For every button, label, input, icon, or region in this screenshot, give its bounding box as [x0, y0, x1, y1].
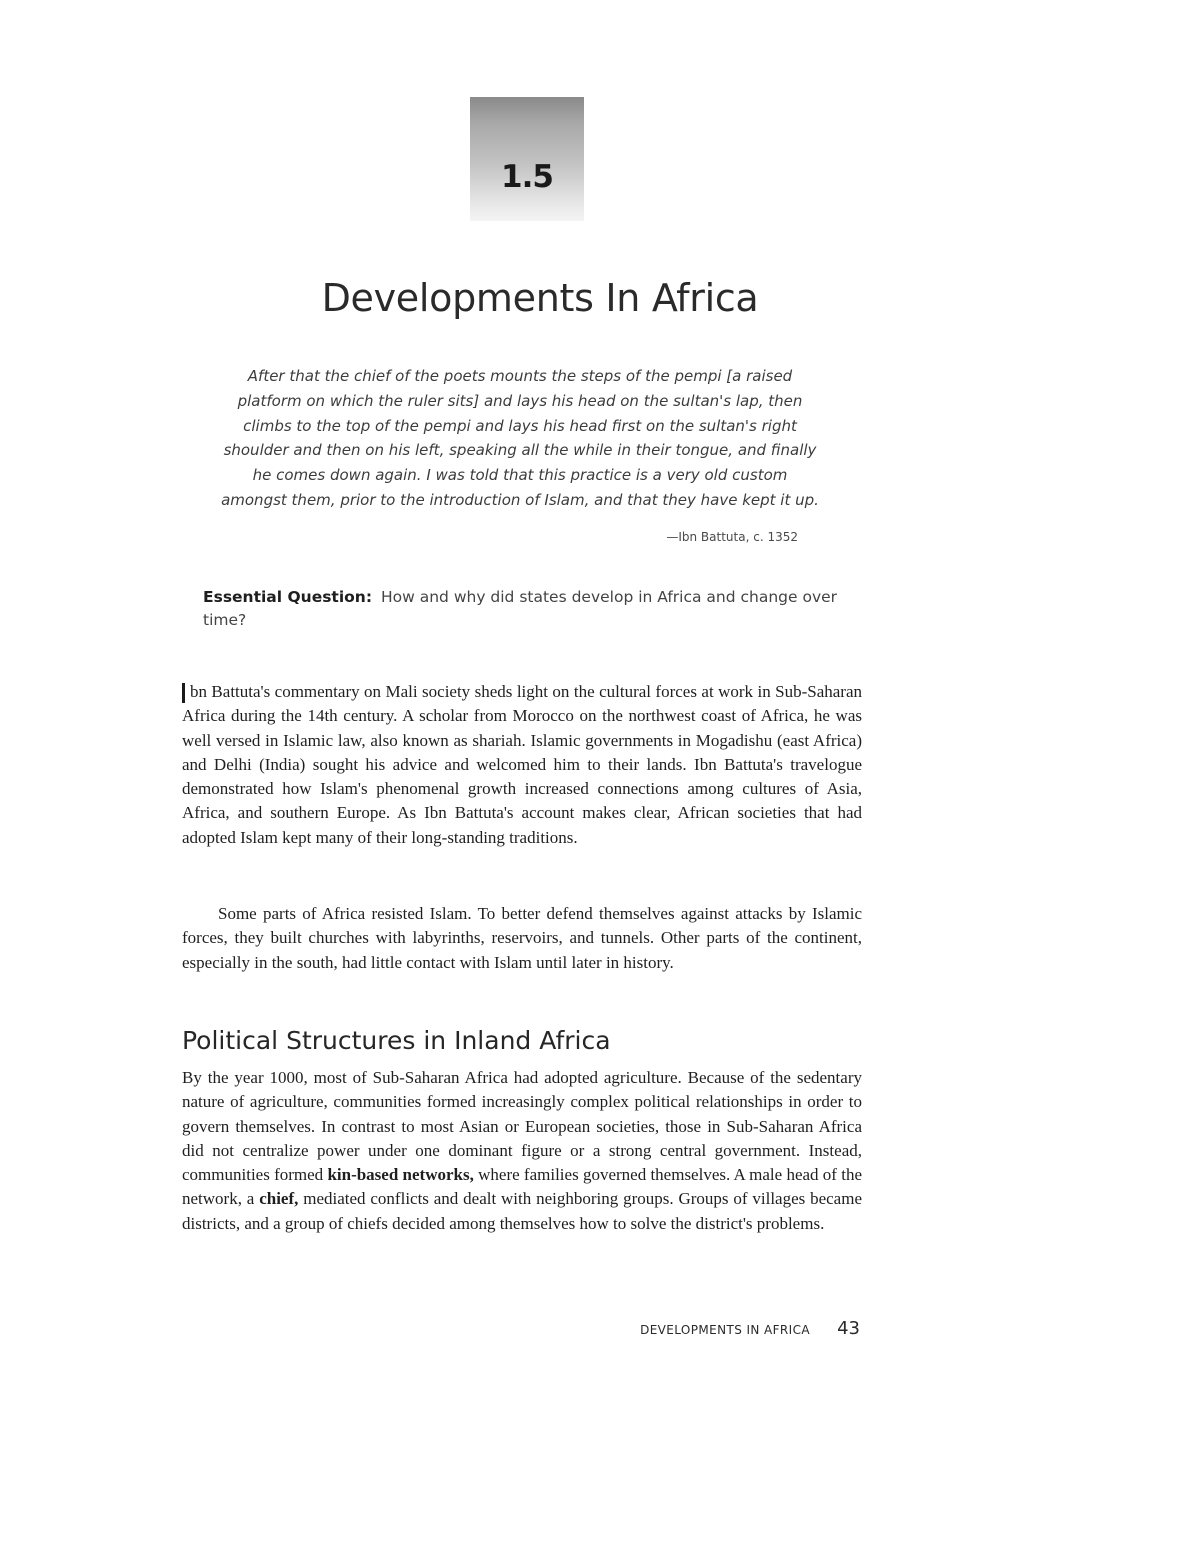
drop-cap	[182, 683, 185, 703]
running-head: DEVELOPMENTS IN AFRICA	[640, 1323, 810, 1337]
paragraph-text: mediated conflicts and dealt with neighboring groups. Groups of villages became districts, and a group of chiefs decided among themselves how to solve the district's problems.	[182, 1189, 862, 1233]
paragraph-resistance: Some parts of Africa resisted Islam. To better defend themselves against attacks by Islamic forces, they built churches with labyrinths, reservoirs, and tunnels. Other parts of the continent, especially in the south, had little contact with Islam until later in history.	[182, 904, 862, 972]
epigraph-line: After that the chief of the poets mounts the steps of the pempi [a raised	[247, 367, 793, 385]
key-term-kin-based-networks: kin-based networks,	[327, 1165, 474, 1185]
section-heading: Political Structures in Inland Africa	[182, 1026, 611, 1055]
essential-question	[203, 586, 863, 632]
essential-question-text: How and why did states develop in Africa and change over time?	[203, 588, 838, 629]
essential-question-label: Essential Question:	[203, 588, 373, 606]
paragraph-intro-text: bn Battuta's commentary on Mali society sheds light on the cultural forces at work in Sub-Saharan Africa during the 14th century. A scholar from Morocco on the northwest coast of Africa, he was well versed in Islamic law, also known as shariah. Islamic governments in Mogadishu (east Africa) and Delhi (India) sought his advice and welcomed him to their lands. Ibn Battuta's travelogue demonstrated how Islam's phenomenal growth increased connections among cultures of Asia, Africa, and southern Europe. As Ibn Battuta's account makes clear, African societies that had adopted Islam kept many of their long-standing traditions.	[182, 682, 862, 847]
paragraph-text: where families governed themselves. A male head of the network, a	[182, 1165, 862, 1209]
paragraph-text: By the year 1000, most of Sub-Saharan Africa had adopted agriculture. Because of the sedentary nature of agriculture, communities formed increasingly complex political relationships in order to govern themselves. In contrast to most Asian or European societies, those in Sub-Saharan Africa did not centralize power under one dominant figure or a strong central government. Instead, communities formed	[182, 1068, 862, 1185]
epigraph-line: climbs to the top of the pempi and lays his head first on the sultan's right	[243, 416, 797, 435]
epigraph-attribution: —Ibn Battuta, c. 1352	[666, 530, 798, 544]
paragraph-political	[182, 1066, 862, 1236]
section-badge	[470, 97, 584, 221]
key-term-chief: chief,	[259, 1189, 299, 1209]
epigraph-line: he comes down again. I was told that this practice is a very old custom	[252, 466, 788, 485]
paragraph-intro	[182, 680, 862, 850]
page-number: 43	[837, 1318, 860, 1339]
epigraph-line: shoulder and then on his left, speaking all the while in their tongue, and finally	[223, 441, 817, 460]
chapter-title: Developments In Africa	[321, 276, 759, 320]
page-footer	[640, 1318, 860, 1339]
epigraph	[180, 364, 860, 513]
epigraph-line: platform on which the ruler sits] and lays his head on the sultan's lap, then	[237, 391, 803, 410]
epigraph-line: amongst them, prior to the introduction of Islam, and that they have kept it up.	[221, 490, 819, 509]
section-number: 1.5	[501, 159, 553, 195]
